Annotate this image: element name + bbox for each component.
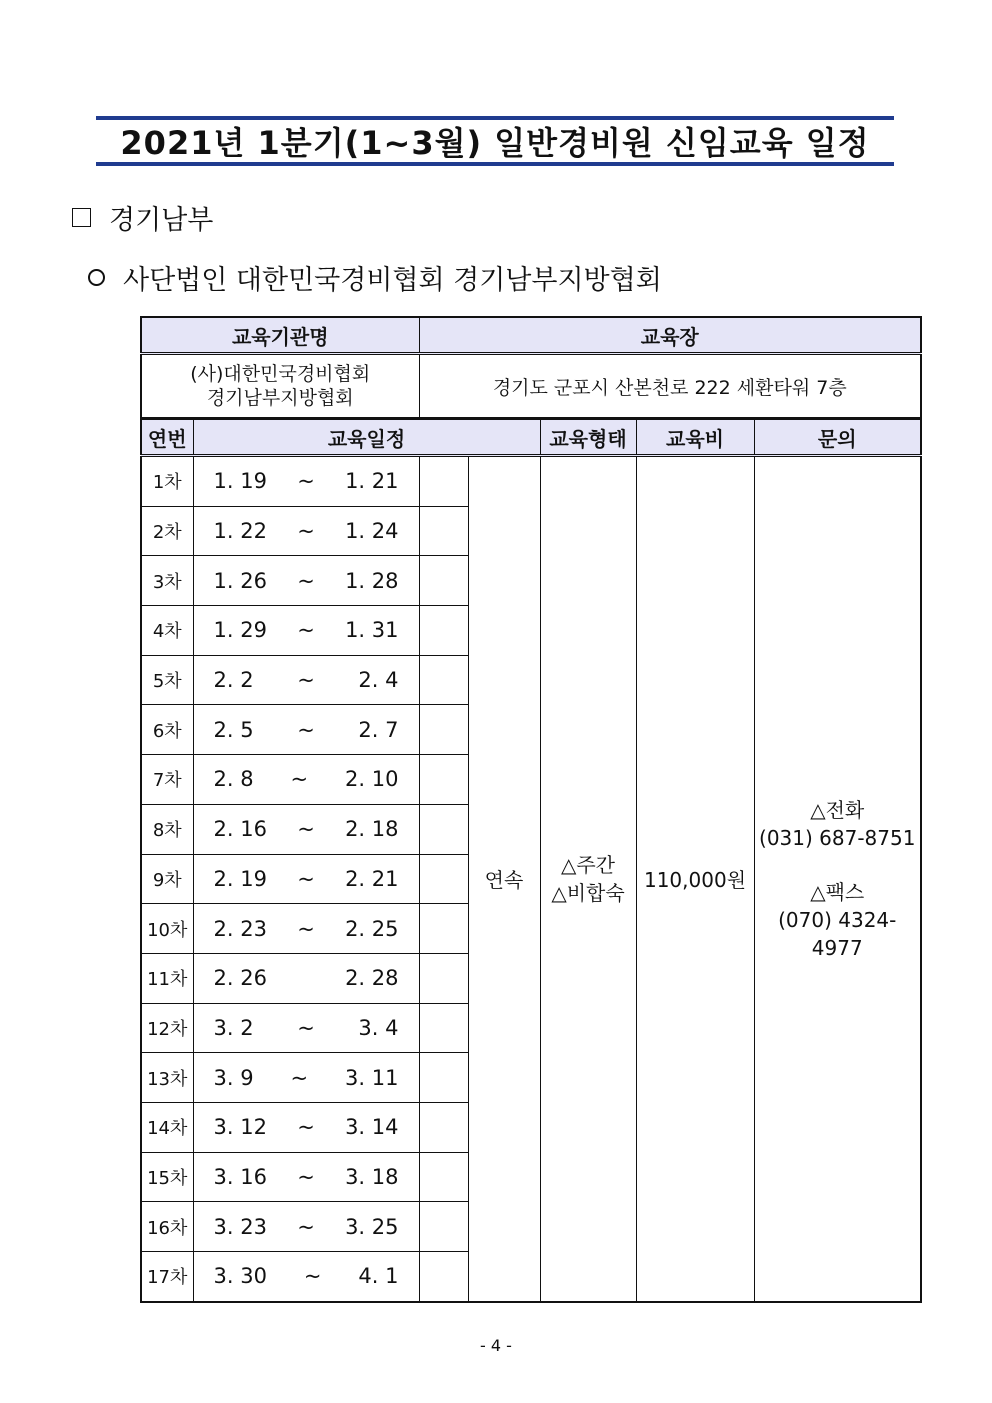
row-number: 3차 <box>141 556 193 606</box>
end-date: 1. 28 <box>345 568 399 593</box>
row-number: 16차 <box>141 1202 193 1252</box>
contact-cell <box>754 456 921 1302</box>
phone-label: △전화 <box>810 797 865 822</box>
date-range-cell <box>193 953 419 1003</box>
institution-header: 교육기관명 <box>141 317 419 354</box>
subsection-title: 사단법인 대한민국경비협회 경기남부지방협회 <box>123 265 662 296</box>
date-range-cell <box>193 1003 419 1053</box>
section-heading <box>72 198 213 237</box>
empty-cell <box>419 904 468 954</box>
no-header: 연번 <box>141 419 193 456</box>
empty-cell <box>419 1102 468 1152</box>
end-date: 1. 24 <box>345 519 399 544</box>
institution-name-line2: 경기남부지방협회 <box>206 387 354 409</box>
tilde-separator: ~ <box>297 717 315 742</box>
end-date: 2. 25 <box>345 916 399 941</box>
institution-name-cell <box>141 354 419 419</box>
end-date: 2. 7 <box>358 717 399 742</box>
tilde-separator: ~ <box>303 1264 322 1289</box>
date-range-cell <box>193 1252 419 1302</box>
start-date: 2. 26 <box>213 966 267 991</box>
tilde-separator: ~ <box>297 1115 315 1140</box>
empty-cell <box>419 1252 468 1302</box>
end-date: 2. 18 <box>345 817 399 842</box>
tilde-separator: ~ <box>297 519 315 544</box>
row-number: 10차 <box>141 904 193 954</box>
date-range-cell <box>193 804 419 854</box>
row-number: 7차 <box>141 755 193 805</box>
date-range-cell <box>193 1053 419 1103</box>
empty-cell <box>419 1152 468 1202</box>
circle-bullet-icon <box>88 269 105 286</box>
tilde-separator <box>294 966 318 990</box>
tilde-separator: ~ <box>297 1015 315 1040</box>
education-type-cell <box>540 456 636 1302</box>
date-range-cell <box>193 506 419 556</box>
empty-cell <box>419 606 468 656</box>
continuity-cell: 연속 <box>468 456 540 1302</box>
start-date: 1. 19 <box>213 469 267 494</box>
type-header: 교육형태 <box>540 419 636 456</box>
date-range-cell <box>193 854 419 904</box>
document-title-box <box>96 116 894 166</box>
date-range-cell <box>193 456 419 507</box>
phone-number: (031) 687-8751 <box>759 825 916 850</box>
start-date: 3. 2 <box>213 1015 254 1040</box>
date-range-cell <box>193 755 419 805</box>
institution-name-line1: (사)대한민국경비협회 <box>190 363 371 385</box>
empty-cell <box>419 755 468 805</box>
empty-cell <box>419 556 468 606</box>
fax-number: (070) 4324-4977 <box>778 907 897 960</box>
date-range-cell <box>193 904 419 954</box>
start-date: 3. 12 <box>213 1115 267 1140</box>
type-non-residential: △비합숙 <box>551 880 625 905</box>
end-date: 3. 14 <box>345 1115 399 1140</box>
row-number: 12차 <box>141 1003 193 1053</box>
tilde-separator: ~ <box>297 1164 315 1189</box>
row-number: 13차 <box>141 1053 193 1103</box>
table-row <box>141 456 921 507</box>
start-date: 2. 2 <box>213 668 254 693</box>
type-daytime: △주간 <box>560 852 616 877</box>
date-range-cell <box>193 655 419 705</box>
empty-cell <box>419 506 468 556</box>
row-number: 4차 <box>141 606 193 656</box>
page-number: - 4 - <box>480 1336 512 1355</box>
venue-header: 교육장 <box>419 317 921 354</box>
row-number: 11차 <box>141 953 193 1003</box>
end-date: 2. 4 <box>358 668 399 693</box>
row-number: 15차 <box>141 1152 193 1202</box>
start-date: 2. 19 <box>213 866 267 891</box>
document-title: 2021년 1분기(1~3월) 일반경비원 신임교육 일정 <box>120 124 870 162</box>
tilde-separator: ~ <box>290 1065 309 1090</box>
empty-cell <box>419 655 468 705</box>
schedule-rows <box>141 456 921 1302</box>
start-date: 3. 30 <box>213 1264 267 1289</box>
empty-cell <box>419 804 468 854</box>
tilde-separator: ~ <box>297 618 315 643</box>
start-date: 3. 23 <box>213 1214 267 1239</box>
end-date: 3. 25 <box>345 1214 399 1239</box>
start-date: 2. 23 <box>213 916 267 941</box>
tilde-separator: ~ <box>297 916 315 941</box>
row-number: 6차 <box>141 705 193 755</box>
tilde-separator: ~ <box>297 469 315 494</box>
date-range-cell <box>193 1202 419 1252</box>
empty-cell <box>419 456 468 507</box>
empty-cell <box>419 854 468 904</box>
end-date: 2. 21 <box>345 866 399 891</box>
fee-header: 교육비 <box>636 419 754 456</box>
end-date: 3. 11 <box>345 1065 399 1090</box>
schedule-table <box>140 418 922 1303</box>
contact-spacer <box>755 852 921 878</box>
end-date: 1. 31 <box>345 618 399 643</box>
tilde-separator: ~ <box>297 668 315 693</box>
start-date: 3. 16 <box>213 1164 267 1189</box>
empty-cell <box>419 1202 468 1252</box>
empty-cell <box>419 1053 468 1103</box>
tilde-separator: ~ <box>297 866 315 891</box>
start-date: 2. 16 <box>213 817 267 842</box>
end-date: 3. 18 <box>345 1164 399 1189</box>
start-date: 2. 8 <box>213 767 254 792</box>
contact-header: 문의 <box>754 419 921 456</box>
row-number: 9차 <box>141 854 193 904</box>
tilde-separator: ~ <box>297 817 315 842</box>
end-date: 2. 10 <box>345 767 399 792</box>
empty-cell <box>419 1003 468 1053</box>
row-number: 8차 <box>141 804 193 854</box>
schedule-header: 교육일정 <box>193 419 540 456</box>
tilde-separator: ~ <box>290 767 309 792</box>
date-range-cell <box>193 556 419 606</box>
fax-label: △팩스 <box>810 879 865 904</box>
tilde-separator: ~ <box>297 568 315 593</box>
date-range-cell <box>193 1152 419 1202</box>
tilde-separator: ~ <box>297 1214 315 1239</box>
date-range-cell <box>193 705 419 755</box>
venue-address-cell: 경기도 군포시 산본천로 222 세환타워 7층 <box>419 354 921 419</box>
end-date: 3. 4 <box>358 1015 399 1040</box>
start-date: 3. 9 <box>213 1065 254 1090</box>
date-range-cell <box>193 1102 419 1152</box>
start-date: 1. 29 <box>213 618 267 643</box>
date-range-cell <box>193 606 419 656</box>
end-date: 4. 1 <box>358 1264 399 1289</box>
start-date: 2. 5 <box>213 717 254 742</box>
start-date: 1. 26 <box>213 568 267 593</box>
row-number: 17차 <box>141 1252 193 1302</box>
row-number: 2차 <box>141 506 193 556</box>
fee-cell: 110,000원 <box>636 456 754 1302</box>
section-title: 경기남부 <box>109 205 214 236</box>
row-number: 14차 <box>141 1102 193 1152</box>
end-date: 1. 21 <box>345 469 399 494</box>
row-number: 1차 <box>141 456 193 507</box>
start-date: 1. 22 <box>213 519 267 544</box>
subsection-heading <box>88 258 662 297</box>
institution-info-table <box>140 316 922 419</box>
empty-cell <box>419 953 468 1003</box>
row-number: 5차 <box>141 655 193 705</box>
end-date: 2. 28 <box>345 966 399 991</box>
square-bullet-icon <box>72 208 91 227</box>
empty-cell <box>419 705 468 755</box>
